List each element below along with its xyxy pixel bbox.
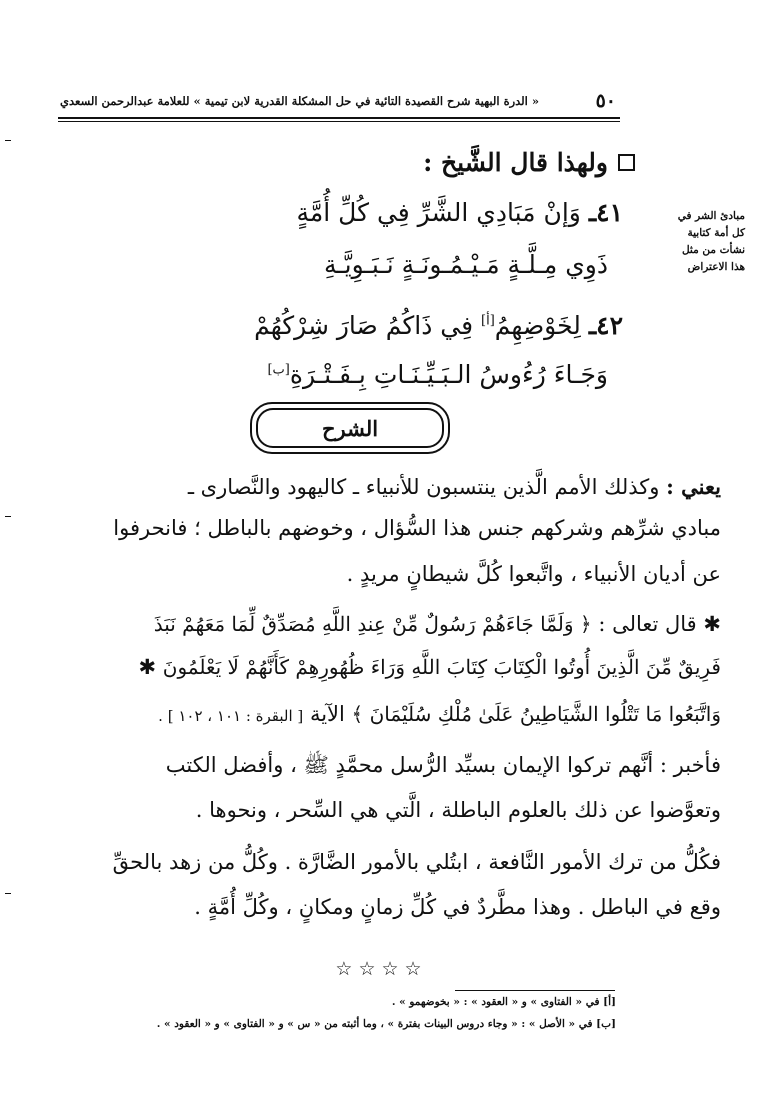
quran-reference: [ البقرة : ١٠١ ، ١٠٢ ] . xyxy=(158,707,304,725)
verse-41-first-hemistich xyxy=(296,198,623,227)
quran-quote: فَرِيقٌ مِّنَ الَّذِينَ أُوتُوا الْكِتَابَ كِتَابَ اللَّهِ وَرَاءَ ظُهُورِهِمْ كَأَنَّهُمْ لَا يَعْلَمُونَ xyxy=(162,655,721,679)
margin-note-line: كل أمة كتابية xyxy=(687,227,745,239)
verse-42-second-hemistich xyxy=(267,360,608,389)
section-intro xyxy=(423,148,635,177)
intro-label: ولهذا قال الشَّيخ : xyxy=(423,148,608,177)
sharh-heading: الشرح xyxy=(256,408,444,448)
header-rule-thin xyxy=(58,121,620,122)
footnote-b: [ب] في « الأصل » : « وجاء دروس البينات بفترة » ، وما أثبته من « س » و « الفتاوى » و « العقود » . xyxy=(156,1018,616,1030)
verse-text: وَإنْ مَبَادِي الشَّرِّ فِي كُلِّ أُمَّةٍ xyxy=(296,198,581,227)
verse-text: فِي ذَاكُمُ صَارَ شِرْكُهُمْ xyxy=(254,311,482,340)
page-number: ٥٠ xyxy=(595,90,616,112)
commentary-line xyxy=(158,702,721,726)
commentary-line xyxy=(188,474,721,499)
footnote-rule xyxy=(455,990,615,991)
commentary-text: وكذلك الأمم الَّذين ينتسبون للأنبياء ـ كاليهود والنَّصارى ـ xyxy=(187,475,667,499)
header-rule xyxy=(58,117,620,119)
verse-text: وَجَـاءَ رُءُوسُ الـبَـيِّـنَـاتِ بِـفَـتْـرَةِ xyxy=(289,360,608,389)
commentary-line xyxy=(138,655,721,679)
commentary-lead: يعني : xyxy=(666,474,721,499)
commentary-line: وقع في الباطل . وهذا مطَّردٌ في كُلِّ زمانٍ ومكانٍ ، وكُلِّ أُمَّةٍ . xyxy=(194,895,721,919)
margin-note xyxy=(635,208,745,276)
square-bullet-icon xyxy=(618,154,635,171)
margin-note-line: نشأت من مثل xyxy=(681,244,745,256)
asterisk-icon: ✱ xyxy=(696,612,721,636)
commentary-line: فكُلُّ من ترك الأمور النَّافعة ، ابتُلي بالأمور الضَّارَّة . وكُلُّ من زهد بالحقِّ xyxy=(112,850,721,874)
verse-41-second-hemistich: ذَوِي مِـلَّـةٍ مَـيْـمُـونَـةٍ نَـبَـوِيَّـةِ xyxy=(323,250,608,279)
margin-note-line: مبادئ الشر في xyxy=(677,210,745,222)
commentary-line xyxy=(154,612,721,636)
verse-number: ٤١ـ xyxy=(588,198,623,227)
verse-number: ٤٢ـ xyxy=(588,311,623,340)
verse-text: لِخَوْضِهِمُ xyxy=(494,311,581,340)
commentary-text: الآية xyxy=(303,702,352,726)
margin-mark xyxy=(5,893,11,894)
commentary-line: عن أديان الأنبياء ، واتَّبعوا كُلَّ شيطانٍ مريدٍ . xyxy=(346,562,721,586)
commentary-line: فأخبر : أنَّهم تركوا الإيمان بسيِّد الرُّسل محمَّدٍ ﷺ ، وأفضل الكتب xyxy=(165,753,721,777)
margin-mark xyxy=(5,140,11,141)
margin-note-line: هذا الاعتراض xyxy=(687,261,745,273)
page-header xyxy=(60,88,616,114)
commentary-text: قال تعالى : xyxy=(591,612,697,636)
quran-quote: وَاتَّبَعُوا مَا تَتْلُوا الشَّيَاطِينُ عَلَىٰ مُلْكِ سُلَيْمَانَ ﴾ xyxy=(351,702,721,726)
section-separator: ☆☆☆☆ xyxy=(335,958,428,980)
asterisk-icon: ✱ xyxy=(138,655,163,679)
verse-42-first-hemistich xyxy=(254,311,623,340)
sharh-heading-frame xyxy=(250,402,450,454)
commentary-line: مبادي شرِّهم وشركهم جنس هذا السُّؤال ، وخوضهم بالباطل ؛ فانحرفوا xyxy=(113,516,721,540)
running-title: « الدرة البهية شرح القصيدة التائية في حل المشكلة القدرية لابن تيمية » للعلامة عبدالرحمن السعدي xyxy=(60,94,540,108)
margin-mark xyxy=(5,516,11,517)
footnote-a: [أ] في « الفتاوى » و « العقود » : « بخوضهمو » . xyxy=(391,996,616,1008)
commentary-line: وتعوَّضوا عن ذلك بالعلوم الباطلة ، الَّتي هي السِّحر ، ونحوها . xyxy=(195,798,721,822)
footnote-marker: [أ] xyxy=(481,313,495,329)
quran-quote: ﴿ وَلَمَّا جَاءَهُمْ رَسُولٌ مِّنْ عِندِ اللَّهِ مُصَدِّقٌ لِّمَا مَعَهُمْ نَبَذَ xyxy=(153,612,592,636)
footnote-marker: [ب] xyxy=(267,362,290,378)
